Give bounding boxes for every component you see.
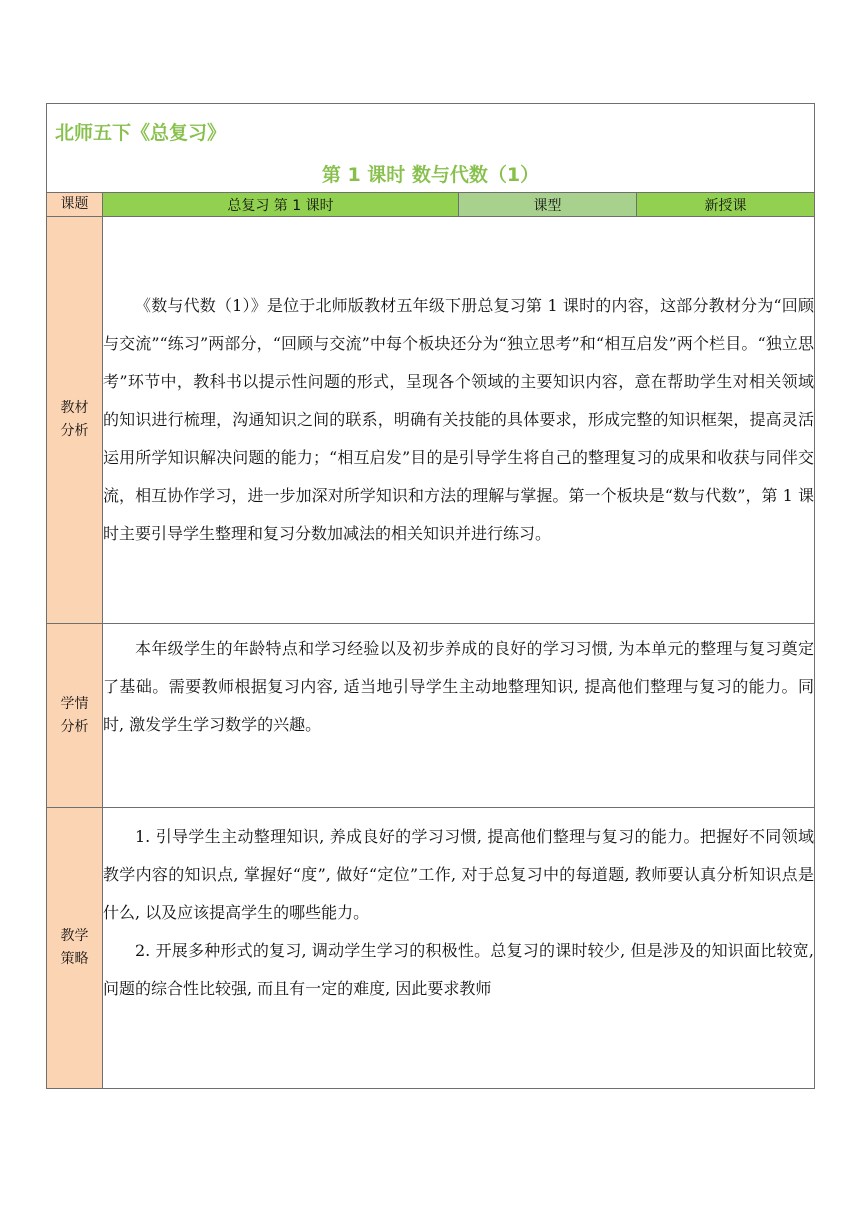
topic-value: 总复习 第 1 课时 [103,193,459,217]
teaching-strategy-label [47,808,103,1089]
type-label: 课型 [459,193,637,217]
topic-label: 课题 [47,193,103,217]
teaching-strategy-text [103,808,815,1089]
material-label-line1: 教材 [60,400,89,416]
material-analysis-label [47,217,103,624]
lesson-plan-table [46,103,815,1089]
material-paragraph: 《数与代数（1）》是位于北师版教材五年级下册总复习第 1 课时的内容，这部分教材分为“回顾与交流”“练习”两部分，“回顾与交流”中每个板块还分为“独立思考”和“相互启发”两个栏目。“独立思考”环节中，教科书以提示性问题的形式，呈现各个领域的主要知识内容，意在帮助学生对相关领域的知识进行梳理，沟通知识之间的联系，明确有关技能的具体要求，形成完整的知识框架，提高灵活运用所学知识解决问题的能力；“相互启发”目的是引导学生将自己的整理复习的成果和收获与同伴交流，相互协作学习，进一步加深对所学知识和方法的理解与掌握。第一个板块是“数与代数”，第 1 课时主要引导学生整理和复习分数加减法的相关知识并进行练习。 [103,296,814,543]
students-paragraph: 本年级学生的年龄特点和学习经验以及初步养成的良好的学习习惯, 为本单元的整理与复习奠定了基础。需要教师根据复习内容, 适当地引导学生主动地整理知识, 提高他们整理与复习的能力。同时, 激发学生学习数学的兴趣。 [103,639,814,734]
students-label-line1: 学情 [60,695,89,712]
students-label-line2: 分析 [60,718,89,735]
type-value: 新授课 [637,193,815,217]
strategy-label-line1: 教学 [60,928,89,944]
material-label-line2: 分析 [60,423,89,439]
student-analysis-text [103,624,815,808]
strategy-paragraph-2: 2. 开展多种形式的复习, 调动学生学习的积极性。总复习的课时较少, 但是涉及的知识面比较宽, 问题的综合性比较强, 而且有一定的难度, 因此要求教师 [103,941,814,998]
lesson-title: 第 1 课时 数与代数（1） [321,164,540,186]
material-analysis-text [103,217,815,624]
strategy-paragraph-1: 1. 引导学生主动整理知识, 养成良好的学习习惯, 提高他们整理与复习的能力。把握好不同领域教学内容的知识点, 掌握好“度”, 做好“定位”工作, 对于总复习中的每道题, 教师要认真分析知识点是什么, 以及应该提高学生的哪些能力。 [103,827,814,922]
strategy-label-line2: 策略 [60,951,89,967]
title-cell [47,104,815,193]
student-analysis-label [47,624,103,808]
series-title: 北师五下《总复习》 [55,122,227,144]
